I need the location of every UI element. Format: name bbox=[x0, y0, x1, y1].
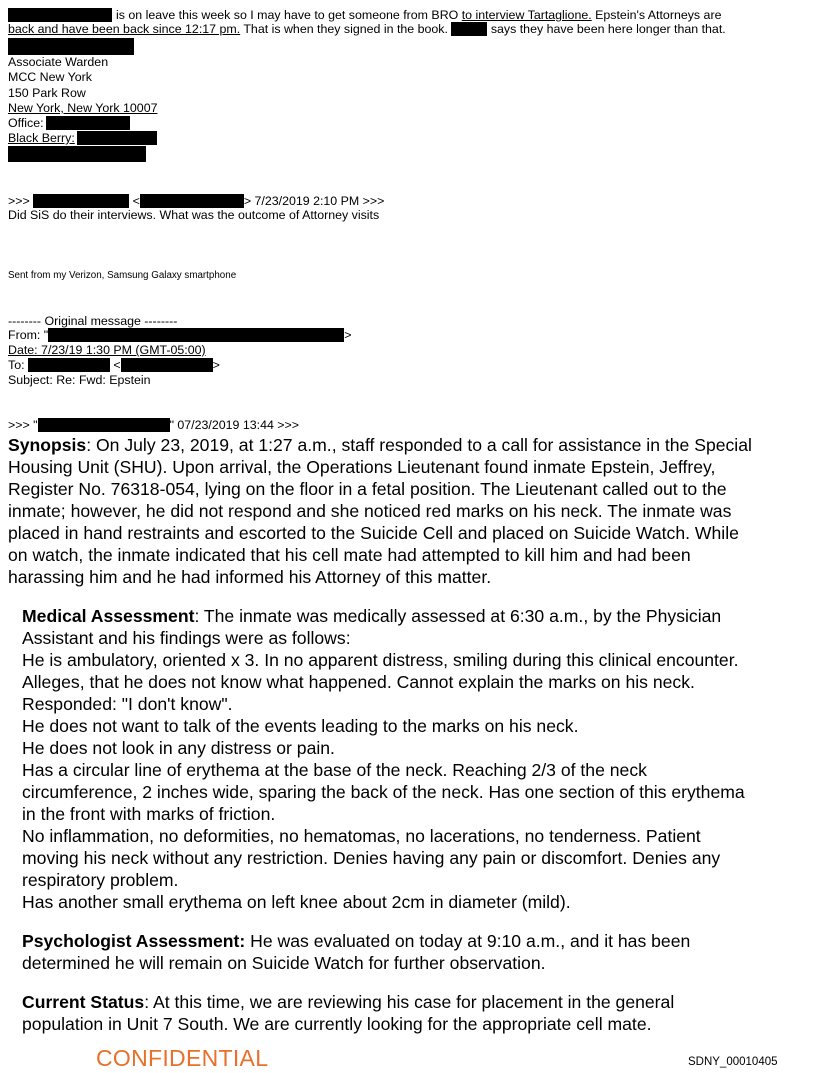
medical-line: Responded: "I don't know". bbox=[22, 694, 233, 714]
signature-blackberry: Black Berry: bbox=[8, 131, 157, 145]
medical-line-1: Medical Assessment: The inmate was medically assessed at 6:30 a.m., by the Physician bbox=[22, 606, 722, 626]
psych-label: Psychologist Assessment: bbox=[22, 931, 246, 951]
synopsis-line: on watch, the inmate indicated that his cell mate had attempted to kill him and had been bbox=[8, 545, 691, 565]
medical-line: circumference, 2 inches wide, sparing the back of the neck. Has one section of this erythema bbox=[22, 782, 745, 802]
medical-line: He is ambulatory, oriented x 3. In no apparent distress, smiling during this clinical encounter. bbox=[22, 650, 739, 670]
medical-label: Medical Assessment bbox=[22, 606, 195, 626]
redaction-box bbox=[8, 38, 134, 55]
reply-header-2: >>> " " 07/23/2019 13:44 >>> bbox=[8, 418, 300, 432]
status-line: population in Unit 7 South. We are currently looking for the appropriate cell mate. bbox=[22, 1014, 652, 1034]
original-from: From: " > bbox=[8, 328, 352, 342]
original-date: Date: 7/23/19 1:30 PM (GMT-05:00) bbox=[8, 343, 206, 357]
medical-line: respiratory problem. bbox=[22, 870, 179, 890]
synopsis-line: Housing Unit (SHU). Upon arrival, the Operations Lieutenant found inmate Epstein, Jeffrey, bbox=[8, 457, 716, 477]
signature-office: Office: bbox=[8, 116, 130, 130]
original-message-separator: -------- Original message -------- bbox=[8, 314, 178, 328]
signature-street: 150 Park Row bbox=[8, 86, 86, 100]
confidential-stamp: CONFIDENTIAL bbox=[96, 1045, 269, 1071]
medical-line: Has a circular line of erythema at the base of the neck. Reaching 2/3 of the neck bbox=[22, 760, 647, 780]
medical-line: Has another small erythema on left knee about 2cm in diameter (mild). bbox=[22, 892, 571, 912]
redaction-box bbox=[46, 116, 130, 130]
redaction-box bbox=[121, 358, 213, 372]
original-to: To: < > bbox=[8, 358, 220, 372]
synopsis-label: Synopsis bbox=[8, 435, 87, 455]
redaction-box bbox=[38, 418, 170, 432]
signature-title: Associate Warden bbox=[8, 55, 109, 69]
redaction-box bbox=[33, 194, 129, 208]
medical-line: moving his neck without any restriction. Denies having any pain or discomfort. Denies any bbox=[22, 848, 721, 868]
redaction-box bbox=[140, 194, 244, 208]
synopsis-line: placed in hand restraints and escorted to the Suicide Cell and placed on Suicide Watch. While bbox=[8, 523, 739, 543]
psych-line-1: Psychologist Assessment: He was evaluated on today at 9:10 a.m., and it has been bbox=[22, 931, 691, 951]
sent-from-signature: Sent from my Verizon, Samsung Galaxy smartphone bbox=[8, 270, 237, 281]
synopsis-line: Register No. 76318-054, lying on the floor in a fetal position. The Lieutenant called out to the bbox=[8, 479, 727, 499]
psych-line: determined he will remain on Suicide Watch for further observation. bbox=[22, 953, 546, 973]
redaction-box bbox=[451, 22, 487, 36]
synopsis-line: inmate; however, he did not respond and she noticed red marks on his neck. The inmate was bbox=[8, 501, 732, 521]
medical-line: in the front with marks of friction. bbox=[22, 804, 276, 824]
redaction-box bbox=[77, 131, 157, 145]
redaction-box bbox=[8, 146, 146, 162]
status-label: Current Status bbox=[22, 992, 145, 1012]
medical-line: Alleges, that he does not know what happened. Cannot explain the marks on his neck. bbox=[22, 672, 695, 692]
medical-line: Assistant and his findings were as follows: bbox=[22, 628, 351, 648]
synopsis-line-1: Synopsis: On July 23, 2019, at 1:27 a.m., staff responded to a call for assistance in the Special bbox=[8, 435, 752, 455]
signature-city: New York, New York 10007 bbox=[8, 101, 158, 115]
bates-number: SDNY_00010405 bbox=[688, 1056, 778, 1068]
redaction-box bbox=[8, 8, 112, 22]
status-line-1: Current Status: At this time, we are reviewing his case for placement in the general bbox=[22, 992, 675, 1012]
synopsis-line: harassing him and he had informed his Attorney of this matter. bbox=[8, 567, 492, 587]
medical-line: He does not want to talk of the events leading to the marks on his neck. bbox=[22, 716, 579, 736]
reply-header-1: >>> < > 7/23/2019 2:10 PM >>> bbox=[8, 194, 385, 208]
original-subject: Subject: Re: Fwd: Epstein bbox=[8, 373, 151, 387]
reply-body-1: Did SiS do their interviews. What was the outcome of Attorney visits bbox=[8, 208, 380, 222]
medical-line: He does not look in any distress or pain. bbox=[22, 738, 335, 758]
header-line-1: is on leave this week so I may have to get someone from BRO to interview Tartaglione. Epstein's Attorneys are bbox=[8, 8, 721, 22]
header-line-2: back and have been back since 12:17 pm. That is when they signed in the book. says they have been here longer than that. bbox=[8, 22, 726, 36]
signature-org: MCC New York bbox=[8, 70, 93, 84]
redaction-box bbox=[28, 358, 110, 372]
medical-line: No inflammation, no deformities, no hematomas, no lacerations, no tenderness. Patient bbox=[22, 826, 701, 846]
redaction-box bbox=[48, 328, 344, 342]
